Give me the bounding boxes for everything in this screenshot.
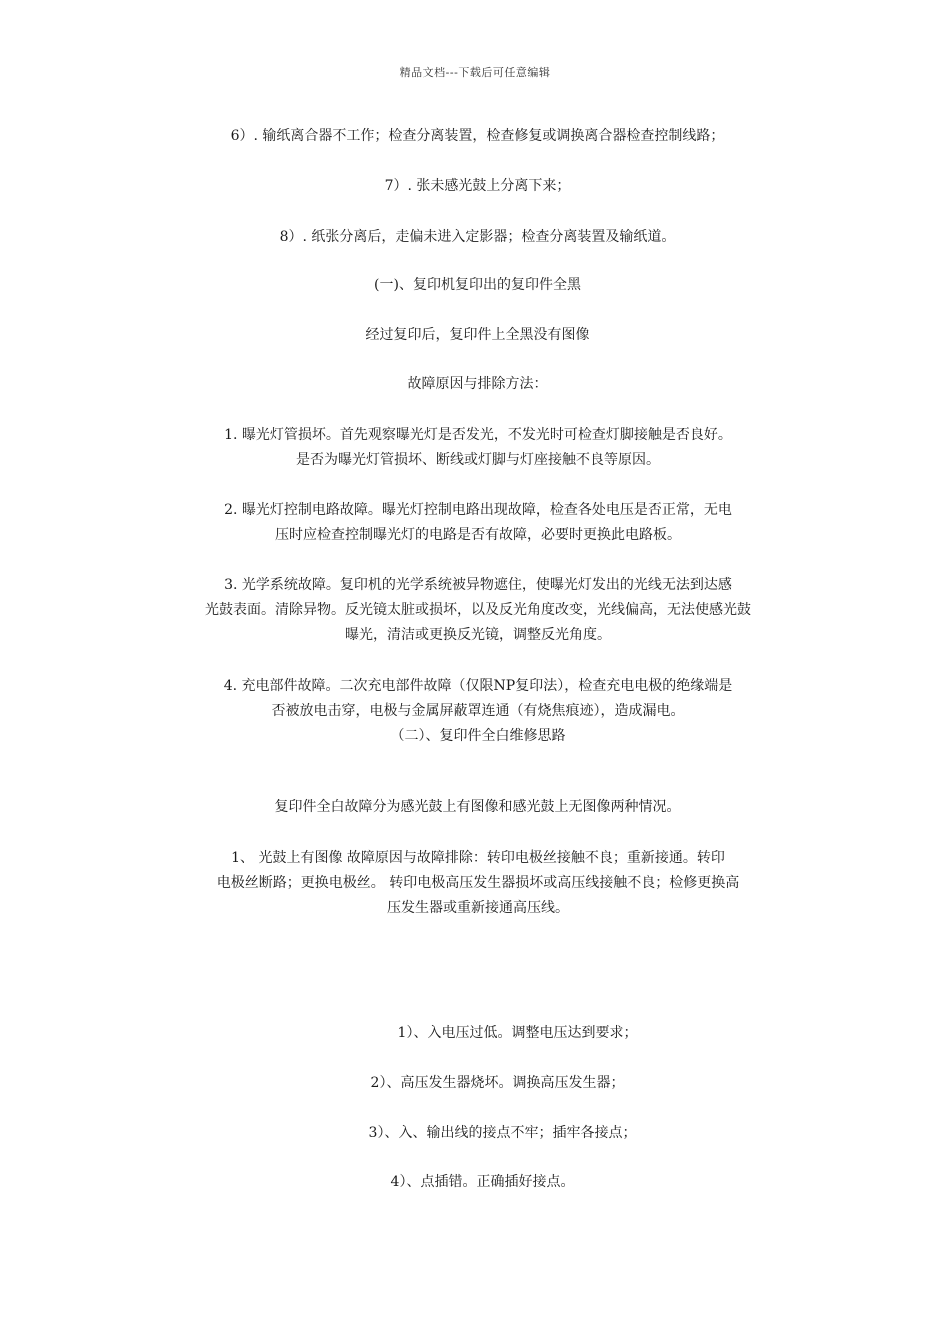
cause-2-line-1: 2. 曝光灯控制电路故障。曝光灯控制电路出现故障，检查各处电压是否正常，无电 (224, 502, 732, 518)
cause-3-line-1: 3. 光学系统故障。复印机的光学系统被异物遮住，使曝光灯发出的光线无法到达感 (224, 577, 732, 593)
section-1-title: (一)、复印机复印出的复印件全黑 (374, 277, 581, 293)
page-header: 精品文档---下载后可任意编辑 (399, 66, 551, 79)
cause-paragraph-2 (148, 498, 808, 548)
cause-paragraph-3 (148, 573, 808, 648)
cause-4-line-1: 4. 充电部件故障。二次充电部件故障（仅限NP复印法），检查充电电极的绝缘端是 (223, 678, 733, 694)
section-2-title: （二）、复印件全白维修思路 (390, 728, 566, 744)
section-2-description: 复印件全白故障分为感光鼓上有图像和感光鼓上无图像两种情况。 (274, 799, 681, 815)
cause-3-line-3: 曝光，清洁或更换反光镜，调整反光角度。 (345, 627, 611, 643)
list-item-4: 4）、点插错。正确插好接点。 (390, 1174, 575, 1190)
section-2-line-1: 1、 光鼓上有图像 故障原因与故障排除：转印电极丝接触不良；重新接通。转印 (231, 850, 725, 866)
cause-4-line-2: 否被放电击穿，电极与金属屏蔽罩连通（有烧焦痕迹），造成漏电。 (271, 703, 685, 719)
item-6: 6）. 输纸离合器不工作；检查分离装置，检查修复或调换离合器检查控制线路； (230, 128, 725, 144)
section-1-causes-heading: 故障原因与排除方法： (407, 376, 548, 392)
list-item-3: 3）、入、输出线的接点不牢；插牢各接点； (368, 1125, 637, 1141)
section-2-line-2: 电极丝断路；更换电极丝。 转印电极高压发生器损坏或高压线接触不良；检修更换高 (216, 875, 740, 891)
cause-3-line-2: 光鼓表面。清除异物。反光镜太脏或损坏，以及反光角度改变，光线偏高，无法使感光鼓 (205, 602, 751, 618)
cause-paragraph-1 (148, 423, 808, 473)
item-8: 8）. 纸张分离后，走偏未进入定影器；检查分离装置及输纸道。 (279, 229, 676, 245)
list-item-2: 2）、高压发生器烧坏。调换高压发生器； (370, 1075, 625, 1091)
cause-paragraph-4 (148, 674, 808, 749)
section-1-description: 经过复印后，复印件上全黑没有图像 (365, 327, 590, 343)
section-2-line-3: 压发生器或重新接通高压线。 (387, 900, 569, 916)
cause-1-line-2: 是否为曝光灯管损坏、断线或灯脚与灯座接触不良等原因。 (296, 452, 660, 468)
list-item-1: 1）、入电压过低。调整电压达到要求； (397, 1025, 638, 1041)
item-7: 7）. 张未感光鼓上分离下来； (384, 178, 571, 194)
cause-2-line-2: 压时应检查控制曝光灯的电路是否有故障，必要时更换此电路板。 (275, 527, 681, 543)
section-2-paragraph-1 (148, 846, 808, 921)
cause-1-line-1: 1. 曝光灯管损坏。首先观察曝光灯是否发光，不发光时可检查灯脚接触是否良好。 (224, 427, 732, 443)
